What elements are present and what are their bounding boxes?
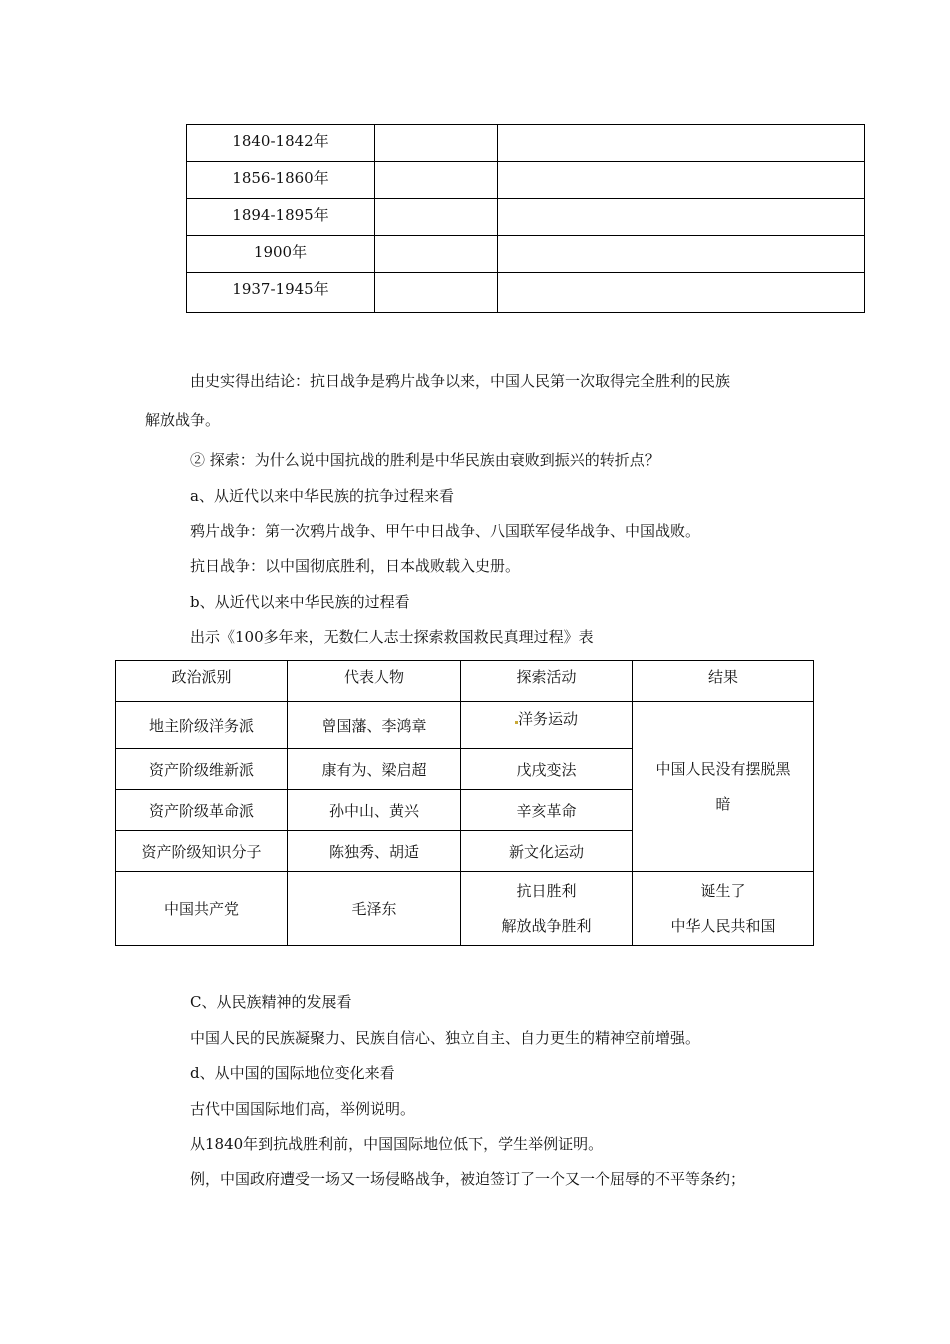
result-line-2: 中华人民共和国 (670, 916, 776, 935)
blank-cell (498, 199, 865, 236)
table-intro: 出示《100多年来，无数仁人志士探索救国救民真理过程》表 (190, 628, 594, 646)
activity-line-2: 解放战争胜利 (501, 916, 592, 935)
table-row (116, 872, 814, 946)
activity-text: 洋务运动 (517, 710, 578, 728)
header-activity: 探索活动 (461, 661, 633, 702)
blank-cell (498, 273, 865, 313)
spirit-text: 中国人民的民族凝聚力、民族自信心、独立自主、自力更生的精神空前增强。 (190, 1029, 701, 1047)
people-cell: 陈独秀、胡适 (288, 831, 461, 872)
result-line-1: 中国人民没有摆脱黑 (655, 759, 791, 778)
period-cell: 1937-1945年 (187, 273, 375, 313)
activity-cell: 新文化运动 (461, 831, 633, 872)
section-a-title: a、从近代以来中华民族的抗争过程来看 (190, 487, 454, 505)
table-row (116, 702, 814, 749)
table-row (187, 273, 865, 313)
period-cell: 1856-1860年 (187, 162, 375, 199)
activity-cell (461, 702, 633, 749)
period-cell: 1840-1842年 (187, 125, 375, 162)
explore-question: ② 探索：为什么说中国抗战的胜利是中华民族由衰败到振兴的转折点？ (190, 451, 660, 469)
people-cell: 孙中山、黄兴 (288, 790, 461, 831)
table-row (187, 125, 865, 162)
blank-cell (375, 199, 498, 236)
blank-cell (375, 125, 498, 162)
activity-cell: 戊戌变法 (461, 749, 633, 790)
table-row (187, 236, 865, 273)
example-text: 例，中国政府遭受一场又一场侵略战争，被迫签订了一个又一个屈辱的不平等条约； (190, 1170, 746, 1188)
result-cell (633, 872, 814, 946)
section-c-title: C、从民族精神的发展看 (190, 993, 352, 1011)
blank-cell (375, 273, 498, 313)
header-result: 结果 (633, 661, 814, 702)
blank-cell (498, 236, 865, 273)
wars-table (186, 124, 865, 313)
activity-cell: 辛亥革命 (461, 790, 633, 831)
blank-cell (498, 125, 865, 162)
merged-result-cell (633, 702, 814, 872)
period-cell: 1900年 (187, 236, 375, 273)
modern-status-text: 从1840年到抗战胜利前，中国国际地位低下，学生举例证明。 (190, 1135, 604, 1153)
table-row (187, 162, 865, 199)
table-header-row (116, 661, 814, 702)
people-cell: 毛泽东 (288, 872, 461, 946)
blank-cell (498, 162, 865, 199)
exploration-table (115, 660, 814, 946)
result-line-1: 诞生了 (700, 881, 746, 900)
party-cell: 中国共产党 (116, 872, 288, 946)
blank-cell (375, 236, 498, 273)
party-cell: 地主阶级洋务派 (116, 702, 288, 749)
activity-cell (461, 872, 633, 946)
people-cell: 康有为、梁启超 (288, 749, 461, 790)
party-cell: 资产阶级维新派 (116, 749, 288, 790)
party-cell: 资产阶级知识分子 (116, 831, 288, 872)
header-party: 政治派别 (116, 661, 288, 702)
section-b-title: b、从近代以来中华民族的过程看 (190, 593, 410, 611)
section-d-title: d、从中国的国际地位变化来看 (190, 1064, 395, 1082)
activity-line-1: 抗日胜利 (516, 881, 577, 900)
header-people: 代表人物 (288, 661, 461, 702)
anti-japan-text: 抗日战争：以中国彻底胜利，日本战败载入史册。 (190, 557, 521, 575)
ancient-status-text: 古代中国国际地们高，举例说明。 (190, 1100, 416, 1118)
people-cell: 曾国藩、李鸿章 (288, 702, 461, 749)
conclusion-line-2: 解放战争。 (145, 411, 221, 429)
opium-war-text: 鸦片战争：第一次鸦片战争、甲午中日战争、八国联军侵华战争、中国战败。 (190, 522, 701, 540)
table-row (187, 199, 865, 236)
period-cell: 1894-1895年 (187, 199, 375, 236)
conclusion-line-1: 由史实得出结论：抗日战争是鸦片战争以来，中国人民第一次取得完全胜利的民族 (190, 372, 731, 390)
party-cell: 资产阶级革命派 (116, 790, 288, 831)
blank-cell (375, 162, 498, 199)
result-line-2: 暗 (715, 794, 731, 813)
